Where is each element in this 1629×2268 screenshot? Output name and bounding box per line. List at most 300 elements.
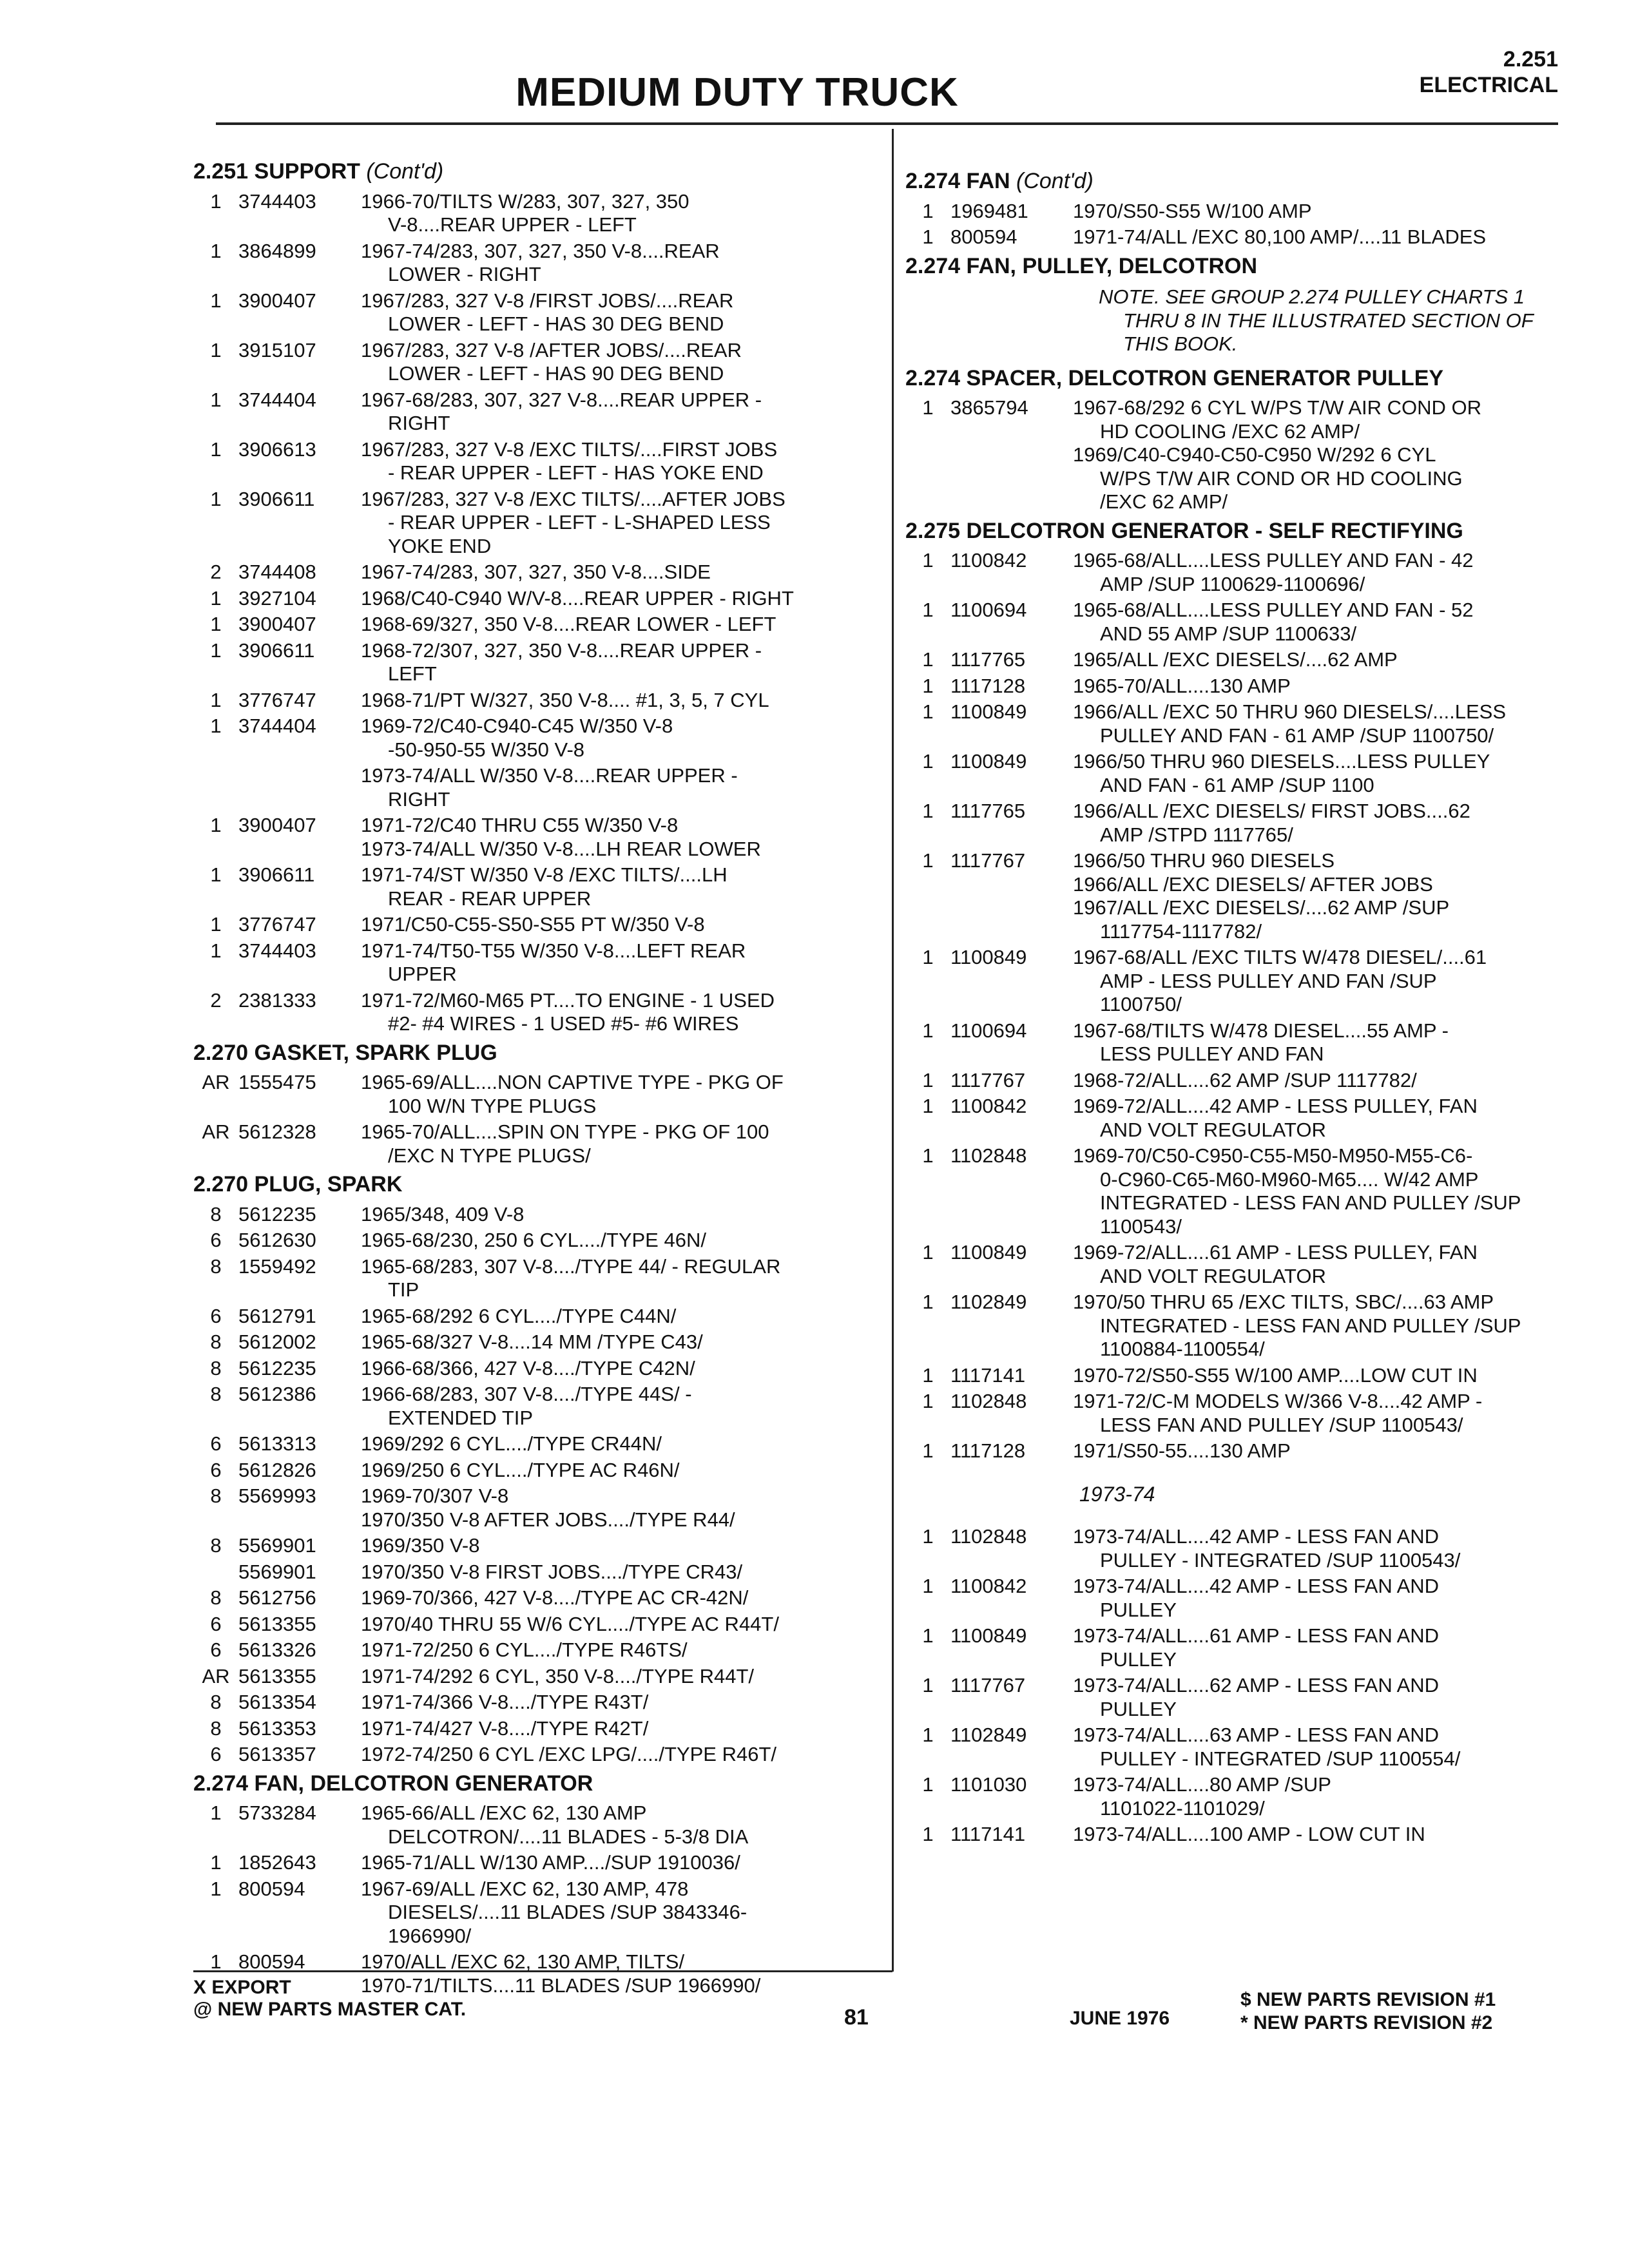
section-code: 2.275 <box>905 518 961 543</box>
description-line: 100 W/N TYPE PLUGS <box>388 1094 597 1117</box>
quantity: 1 <box>922 1068 934 1091</box>
quantity: 2 <box>210 561 222 583</box>
quantity: 1 <box>922 750 934 773</box>
part-number: 5612791 <box>238 1304 316 1327</box>
part-number: 3776747 <box>238 913 316 936</box>
description <box>1073 1575 1576 1622</box>
description-line: 1968/C40-C940 W/V-8....REAR UPPER - RIGHT <box>361 586 794 610</box>
description-line: 1972-74/250 6 CYL /EXC LPG/..../TYPE R46T/ <box>361 1743 777 1765</box>
part-number: 5612328 <box>238 1120 316 1143</box>
description-line: 1966/ALL /EXC DIESELS/ FIRST JOBS....62 <box>1073 800 1470 822</box>
description <box>1073 1439 1576 1463</box>
description-line: INTEGRATED - LESS FAN AND PULLEY /SUP <box>1100 1314 1521 1337</box>
part-entry <box>905 1144 1576 1238</box>
quantity: 1 <box>922 599 934 621</box>
part-entry <box>193 1432 886 1456</box>
section-name: SPACER, DELCOTRON GENERATOR PULLEY <box>966 365 1444 390</box>
quantity: 1 <box>210 189 222 213</box>
part-entry <box>193 1878 886 1948</box>
part-entry <box>193 1665 886 1689</box>
part-number: 5612002 <box>238 1331 316 1353</box>
part-entry <box>905 675 1576 698</box>
description-line: 1117754-1117782/ <box>1100 919 1262 943</box>
description <box>1073 648 1576 672</box>
description-line: 1971/C50-C55-S50-S55 PT W/350 V-8 <box>361 913 705 936</box>
description-line: 1967/ALL /EXC DIESELS/....62 AMP /SUP <box>1073 896 1450 919</box>
part-entry <box>193 1071 886 1118</box>
quantity: 1 <box>922 946 934 968</box>
description-line: AND FAN - 61 AMP /SUP 1100 <box>1100 773 1374 796</box>
description-line: 1967-69/ALL /EXC 62, 130 AMP, 478 <box>361 1877 689 1900</box>
quantity: 8 <box>210 1716 222 1740</box>
part-number: 5613353 <box>238 1716 316 1740</box>
description <box>1073 849 1576 943</box>
part-number: 1100849 <box>950 1624 1027 1647</box>
description-line: 1966-70/TILTS W/283, 307, 327, 350 <box>361 189 689 213</box>
description-line: 1965-68/283, 307 V-8..../TYPE 44/ - REGULAR <box>361 1254 781 1278</box>
description <box>1073 1674 1576 1721</box>
part-entry <box>905 200 1576 224</box>
note-line: THRU 8 IN THE ILLUSTRATED SECTION OF <box>1123 309 1534 332</box>
part-entry <box>193 1305 886 1329</box>
quantity: 1 <box>922 674 934 697</box>
description-line: 1965-70/ALL....130 AMP <box>1073 674 1291 697</box>
part-number: 3900407 <box>238 814 316 836</box>
part-entry <box>193 989 886 1036</box>
description-line: HD COOLING /EXC 62 AMP/ <box>1100 419 1360 443</box>
description <box>1073 396 1576 514</box>
description-line: 1969-72/ALL....42 AMP - LESS PULLEY, FAN <box>1073 1095 1478 1117</box>
part-entry <box>905 1069 1576 1093</box>
description-line: 1966/50 THRU 960 DIESELS....LESS PULLEY <box>1073 750 1490 773</box>
description <box>1073 750 1576 797</box>
quantity: 1 <box>922 396 934 419</box>
description-line: LOWER - LEFT - HAS 30 DEG BEND <box>388 312 724 335</box>
description <box>361 863 886 910</box>
part-number: 5613355 <box>238 1664 316 1687</box>
quantity: 6 <box>210 1458 222 1481</box>
quantity: 8 <box>210 1383 222 1405</box>
quantity: 1 <box>210 437 222 461</box>
description <box>361 913 886 937</box>
description-line: 1967/283, 327 V-8 /EXC TILTS/....AFTER JOBS <box>361 487 786 510</box>
part-number: 1100842 <box>950 1575 1027 1597</box>
section-name: DELCOTRON GENERATOR - SELF RECTIFYING <box>966 518 1463 543</box>
part-entry <box>905 849 1576 943</box>
section-code: 2.251 <box>193 159 249 184</box>
description-line: 1969/250 6 CYL..../TYPE AC R46N/ <box>361 1458 680 1481</box>
section-code: 2.274 <box>193 1771 249 1796</box>
description <box>361 1120 886 1168</box>
description <box>361 1851 886 1875</box>
footer-export-note: X EXPORT <box>193 1977 291 1998</box>
description-line: 1970/40 THRU 55 W/6 CYL..../TYPE AC R44T/ <box>361 1612 779 1635</box>
part-number: 1852643 <box>238 1851 316 1874</box>
part-entry <box>193 1639 886 1662</box>
quantity: 1 <box>210 1950 222 1973</box>
section-name: FAN <box>966 169 1010 193</box>
part-entry <box>193 1613 886 1637</box>
part-entry <box>193 1357 886 1381</box>
quantity: 1 <box>922 1363 934 1387</box>
quantity: 1 <box>922 1144 934 1167</box>
description-line: LESS PULLEY AND FAN <box>1100 1043 1324 1065</box>
description-line: 1971-74/292 6 CYL, 350 V-8..../TYPE R44T/ <box>361 1664 755 1687</box>
quantity: 8 <box>210 1534 222 1557</box>
year-subheading: 1973-74 <box>1079 1482 1155 1506</box>
footer-revision-2: * NEW PARTS REVISION #2 <box>1240 2012 1493 2033</box>
quantity: 1 <box>210 939 222 962</box>
quantity: 1 <box>210 338 222 361</box>
description-line: 1970/S50-S55 W/100 AMP <box>1073 199 1312 222</box>
part-entry <box>905 1724 1576 1771</box>
description <box>361 689 886 713</box>
part-entry <box>193 1534 886 1558</box>
part-number: 1117128 <box>950 1439 1026 1462</box>
part-entry <box>193 1743 886 1767</box>
description <box>361 1639 886 1662</box>
part-entry <box>193 1255 886 1302</box>
part-entry <box>905 750 1576 797</box>
quantity: AR <box>202 1664 230 1687</box>
part-number: 3744404 <box>238 715 316 737</box>
page-number: 81 <box>844 2005 869 2030</box>
description-line: 1970/350 V-8 AFTER JOBS..../TYPE R44/ <box>361 1508 735 1531</box>
description <box>1073 1390 1576 1437</box>
part-number: 3900407 <box>238 289 316 312</box>
quantity: 1 <box>210 715 222 737</box>
quantity: 8 <box>210 1485 222 1507</box>
quantity: 1 <box>922 226 934 248</box>
quantity: 8 <box>210 1356 222 1379</box>
section-heading <box>193 1041 886 1065</box>
description-line: 1965/ALL /EXC DIESELS/....62 AMP <box>1073 648 1398 671</box>
part-number: 3776747 <box>238 688 316 711</box>
part-entry <box>193 715 886 762</box>
description <box>1073 549 1576 596</box>
section-heading <box>193 1772 886 1796</box>
part-number: 1969481 <box>950 199 1028 222</box>
part-entry <box>905 946 1576 1017</box>
description-line: 1970/350 V-8 FIRST JOBS..../TYPE CR43/ <box>361 1560 743 1583</box>
part-number: 3865794 <box>950 396 1028 419</box>
description-line: 1965-68/292 6 CYL..../TYPE C44N/ <box>361 1304 677 1327</box>
description <box>1073 226 1576 249</box>
part-number: 3906613 <box>238 437 316 461</box>
column-divider <box>892 129 894 1972</box>
description-line: 1973-74/ALL....63 AMP - LESS FAN AND <box>1073 1724 1440 1746</box>
description-line: 1965-66/ALL /EXC 62, 130 AMP <box>361 1802 647 1824</box>
description-line: 1967-74/283, 307, 327, 350 V-8....SIDE <box>361 561 711 583</box>
part-number: 5569993 <box>238 1485 316 1507</box>
part-number: 1102849 <box>950 1724 1027 1746</box>
description <box>1073 675 1576 698</box>
quantity: AR <box>202 1120 230 1143</box>
part-number: 2381333 <box>238 988 316 1012</box>
part-entry <box>905 599 1576 646</box>
description <box>361 1459 886 1483</box>
header-rule <box>216 122 1558 125</box>
quantity: 8 <box>210 1202 222 1225</box>
quantity: 1 <box>922 1773 934 1796</box>
description <box>1073 1019 1576 1066</box>
part-number: 5613357 <box>238 1743 316 1765</box>
description <box>361 1331 886 1354</box>
part-entry <box>905 396 1576 514</box>
description <box>1073 1624 1576 1671</box>
part-number: 5612386 <box>238 1383 316 1405</box>
part-entry <box>905 700 1576 747</box>
description <box>361 613 886 637</box>
section-heading <box>905 519 1576 543</box>
quantity: 1 <box>922 1439 934 1462</box>
part-entry <box>193 764 886 811</box>
description-line: V-8....REAR UPPER - LEFT <box>388 213 637 236</box>
description-line: INTEGRATED - LESS FAN AND PULLEY /SUP <box>1100 1191 1521 1214</box>
quantity: 1 <box>210 863 222 886</box>
description-line: 1965-71/ALL W/130 AMP..../SUP 1910036/ <box>361 1851 740 1874</box>
description <box>1073 599 1576 646</box>
description-line: - REAR UPPER - LEFT - HAS YOKE END <box>388 461 764 484</box>
quantity: 1 <box>922 1624 934 1647</box>
part-entry <box>905 1773 1576 1820</box>
quantity: 1 <box>210 239 222 262</box>
description-line: 1967-68/ALL /EXC TILTS W/478 DIESEL/....61 <box>1073 946 1487 968</box>
quantity: 1 <box>922 1291 934 1313</box>
description <box>1073 1144 1576 1238</box>
description-line: 1971-72/250 6 CYL..../TYPE R46TS/ <box>361 1639 688 1661</box>
quantity: 1 <box>922 700 934 723</box>
part-entry <box>905 226 1576 249</box>
quantity: 6 <box>210 1304 222 1327</box>
description-line: AMP - LESS PULLEY AND FAN /SUP <box>1100 969 1437 992</box>
section-name: FAN, DELCOTRON GENERATOR <box>254 1771 593 1796</box>
description <box>361 289 886 336</box>
description-line: 1973-74/ALL W/350 V-8....LH REAR LOWER <box>361 837 761 860</box>
part-number: 1117141 <box>950 1823 1026 1845</box>
description-line: - REAR UPPER - LEFT - L-SHAPED LESS <box>388 511 771 533</box>
description-line: LESS FAN AND PULLEY /SUP 1100543/ <box>1100 1413 1463 1436</box>
quantity: 1 <box>922 648 934 671</box>
description-line: AND VOLT REGULATOR <box>1100 1118 1326 1141</box>
footer-date: JUNE 1976 <box>1070 2008 1170 2029</box>
description-line: 1968-72/ALL....62 AMP /SUP 1117782/ <box>1073 1068 1417 1091</box>
description-line: W/PS T/W AIR COND OR HD COOLING <box>1100 466 1463 490</box>
left-column <box>193 155 886 2000</box>
part-number: 1117767 <box>950 849 1026 872</box>
part-entry <box>193 389 886 436</box>
part-entry <box>193 913 886 937</box>
section-continued: (Cont'd) <box>366 159 444 184</box>
part-number: 3900407 <box>238 613 316 635</box>
section-name: PLUG, SPARK <box>254 1172 403 1196</box>
description-line: TIP <box>388 1278 419 1301</box>
quantity: 1 <box>210 289 222 312</box>
description <box>361 1432 886 1456</box>
section-number: 2.251 <box>1503 47 1558 72</box>
section-heading <box>905 169 1576 193</box>
description-line: 1970/ALL /EXC 62, 130 AMP, TILTS/ <box>361 1950 685 1973</box>
quantity: 1 <box>922 800 934 822</box>
description-line: DIESELS/....11 BLADES /SUP 3843346- <box>388 1901 747 1923</box>
quantity: 1 <box>922 1674 934 1696</box>
description-line: 1969/350 V-8 <box>361 1534 480 1557</box>
part-entry <box>193 240 886 287</box>
description-line: 1966/50 THRU 960 DIESELS <box>1073 849 1335 872</box>
part-number: 800594 <box>950 226 1017 248</box>
description <box>1073 946 1576 1017</box>
description-line: 1965/348, 409 V-8 <box>361 1202 525 1225</box>
quantity: 1 <box>210 1877 222 1900</box>
description-line: 1100750/ <box>1100 993 1182 1015</box>
section-code: 2.274 <box>905 169 961 193</box>
section-code: 2.274 <box>905 253 961 278</box>
description <box>361 764 886 811</box>
description-line: 1966-68/366, 427 V-8..../TYPE C42N/ <box>361 1356 695 1379</box>
quantity: 8 <box>210 1254 222 1278</box>
description-line: -50-950-55 W/350 V-8 <box>388 738 585 761</box>
part-entry <box>193 689 886 713</box>
description-line: 1101022-1101029/ <box>1100 1796 1265 1820</box>
description <box>361 438 886 485</box>
quantity: 6 <box>210 1612 222 1635</box>
description <box>1073 1823 1576 1847</box>
part-entry <box>905 1390 1576 1437</box>
description-line: DELCOTRON/....11 BLADES - 5-3/8 DIA <box>388 1825 749 1848</box>
description <box>361 587 886 611</box>
part-number: 3744403 <box>238 189 316 213</box>
part-entry <box>905 1019 1576 1066</box>
part-entry <box>905 1823 1576 1847</box>
description-line: YOKE END <box>388 534 492 557</box>
part-entry <box>193 1383 886 1430</box>
quantity: 1 <box>922 1019 934 1042</box>
description-line: 1968-69/327, 350 V-8....REAR LOWER - LEFT <box>361 613 776 635</box>
part-entry <box>193 1459 886 1483</box>
description-line: PULLEY - INTEGRATED /SUP 1100543/ <box>1100 1548 1461 1571</box>
part-number: 800594 <box>238 1877 305 1900</box>
part-number: 3864899 <box>238 239 316 262</box>
description <box>361 1485 886 1532</box>
description <box>1073 800 1576 847</box>
description-line: 1973-74/ALL....62 AMP - LESS FAN AND <box>1073 1674 1440 1696</box>
part-entry <box>905 1624 1576 1671</box>
description <box>1073 700 1576 747</box>
description <box>361 639 886 686</box>
description-line: 1965-68/230, 250 6 CYL..../TYPE 46N/ <box>361 1229 706 1251</box>
description <box>361 1665 886 1689</box>
quantity: 1 <box>210 1802 222 1824</box>
description-line: AND VOLT REGULATOR <box>1100 1264 1326 1287</box>
part-number: 5612826 <box>238 1458 316 1481</box>
description-line: REAR - REAR UPPER <box>388 887 592 910</box>
part-number: 1559492 <box>238 1254 316 1278</box>
part-entry <box>193 639 886 686</box>
description <box>361 1878 886 1948</box>
section-code: 2.274 <box>905 365 961 390</box>
part-entry <box>193 190 886 237</box>
description-line: PULLEY <box>1100 1598 1177 1621</box>
description-line: #2- #4 WIRES - 1 USED #5- #6 WIRES <box>388 1012 739 1035</box>
part-number: 1100842 <box>950 549 1027 572</box>
description-line: PULLEY <box>1100 1697 1177 1720</box>
part-entry <box>193 1586 886 1610</box>
description-line: 1969/C40-C940-C50-C950 W/292 6 CYL <box>1073 443 1436 466</box>
description-line: 1969/292 6 CYL..../TYPE CR44N/ <box>361 1432 662 1455</box>
description <box>361 561 886 584</box>
description-line: 0-C960-C65-M60-M960-M65.... W/42 AMP <box>1100 1168 1479 1191</box>
description-line: RIGHT <box>388 412 450 434</box>
description-line: 1967/283, 327 V-8 /FIRST JOBS/....REAR <box>361 289 734 312</box>
part-entry <box>193 863 886 910</box>
section-heading <box>193 1173 886 1196</box>
part-number: 5613313 <box>238 1432 316 1455</box>
part-number: 1117128 <box>950 674 1026 697</box>
description <box>361 1691 886 1715</box>
section-name: ELECTRICAL <box>1419 73 1558 97</box>
part-entry <box>193 1485 886 1532</box>
quantity: 8 <box>210 1691 222 1713</box>
quantity: 8 <box>210 1331 222 1353</box>
part-number: 1100694 <box>950 1019 1027 1042</box>
part-number: 1100694 <box>950 599 1027 621</box>
section-id <box>1420 46 1558 98</box>
footer-master-cat-note: @ NEW PARTS MASTER CAT. <box>193 1999 467 2020</box>
part-number: 1101030 <box>950 1773 1027 1796</box>
quantity: AR <box>202 1071 230 1093</box>
quantity: 1 <box>210 388 222 411</box>
quantity: 1 <box>210 613 222 635</box>
description-line: 1973-74/ALL....61 AMP - LESS FAN AND <box>1073 1624 1440 1647</box>
description <box>361 1357 886 1381</box>
description <box>361 240 886 287</box>
right-column <box>905 164 1576 1849</box>
description-line: RIGHT <box>388 787 450 811</box>
description <box>361 1802 886 1849</box>
part-entry <box>905 1575 1576 1622</box>
description-line: 1965-68/ALL....LESS PULLEY AND FAN - 52 <box>1073 599 1474 621</box>
quantity: 1 <box>922 199 934 222</box>
description <box>361 190 886 237</box>
quantity: 1 <box>922 1390 934 1412</box>
description <box>361 715 886 762</box>
part-number: 1100849 <box>950 946 1027 968</box>
part-number: 5733284 <box>238 1802 316 1824</box>
description-line: 1969-72/C40-C940-C45 W/350 V-8 <box>361 715 673 737</box>
description-line: 1973-74/ALL....100 AMP - LOW CUT IN <box>1073 1823 1425 1845</box>
part-number: 5612630 <box>238 1229 316 1251</box>
part-number: 5613326 <box>238 1639 316 1661</box>
part-entry <box>905 549 1576 596</box>
description-line: 1971-74/ALL /EXC 80,100 AMP/....11 BLADES <box>1073 226 1487 248</box>
part-entry <box>193 1717 886 1741</box>
part-number: 1117765 <box>950 648 1026 671</box>
description-line: 1971-72/C-M MODELS W/366 V-8....42 AMP - <box>1073 1390 1483 1412</box>
description-line: 1967-68/283, 307, 327 V-8....REAR UPPER - <box>361 388 762 411</box>
description-line: UPPER <box>388 963 457 985</box>
quantity: 1 <box>922 549 934 572</box>
description <box>1073 1364 1576 1388</box>
description-line: 1966/ALL /EXC 50 THRU 960 DIESELS/....LESS <box>1073 700 1507 723</box>
part-number: 3915107 <box>238 338 316 361</box>
description-line: LEFT <box>388 662 437 685</box>
part-number: 1555475 <box>238 1071 316 1093</box>
part-entry <box>193 488 886 559</box>
quantity: 2 <box>210 988 222 1012</box>
part-entry <box>905 1364 1576 1388</box>
description <box>361 488 886 559</box>
part-entry <box>905 1439 1576 1463</box>
